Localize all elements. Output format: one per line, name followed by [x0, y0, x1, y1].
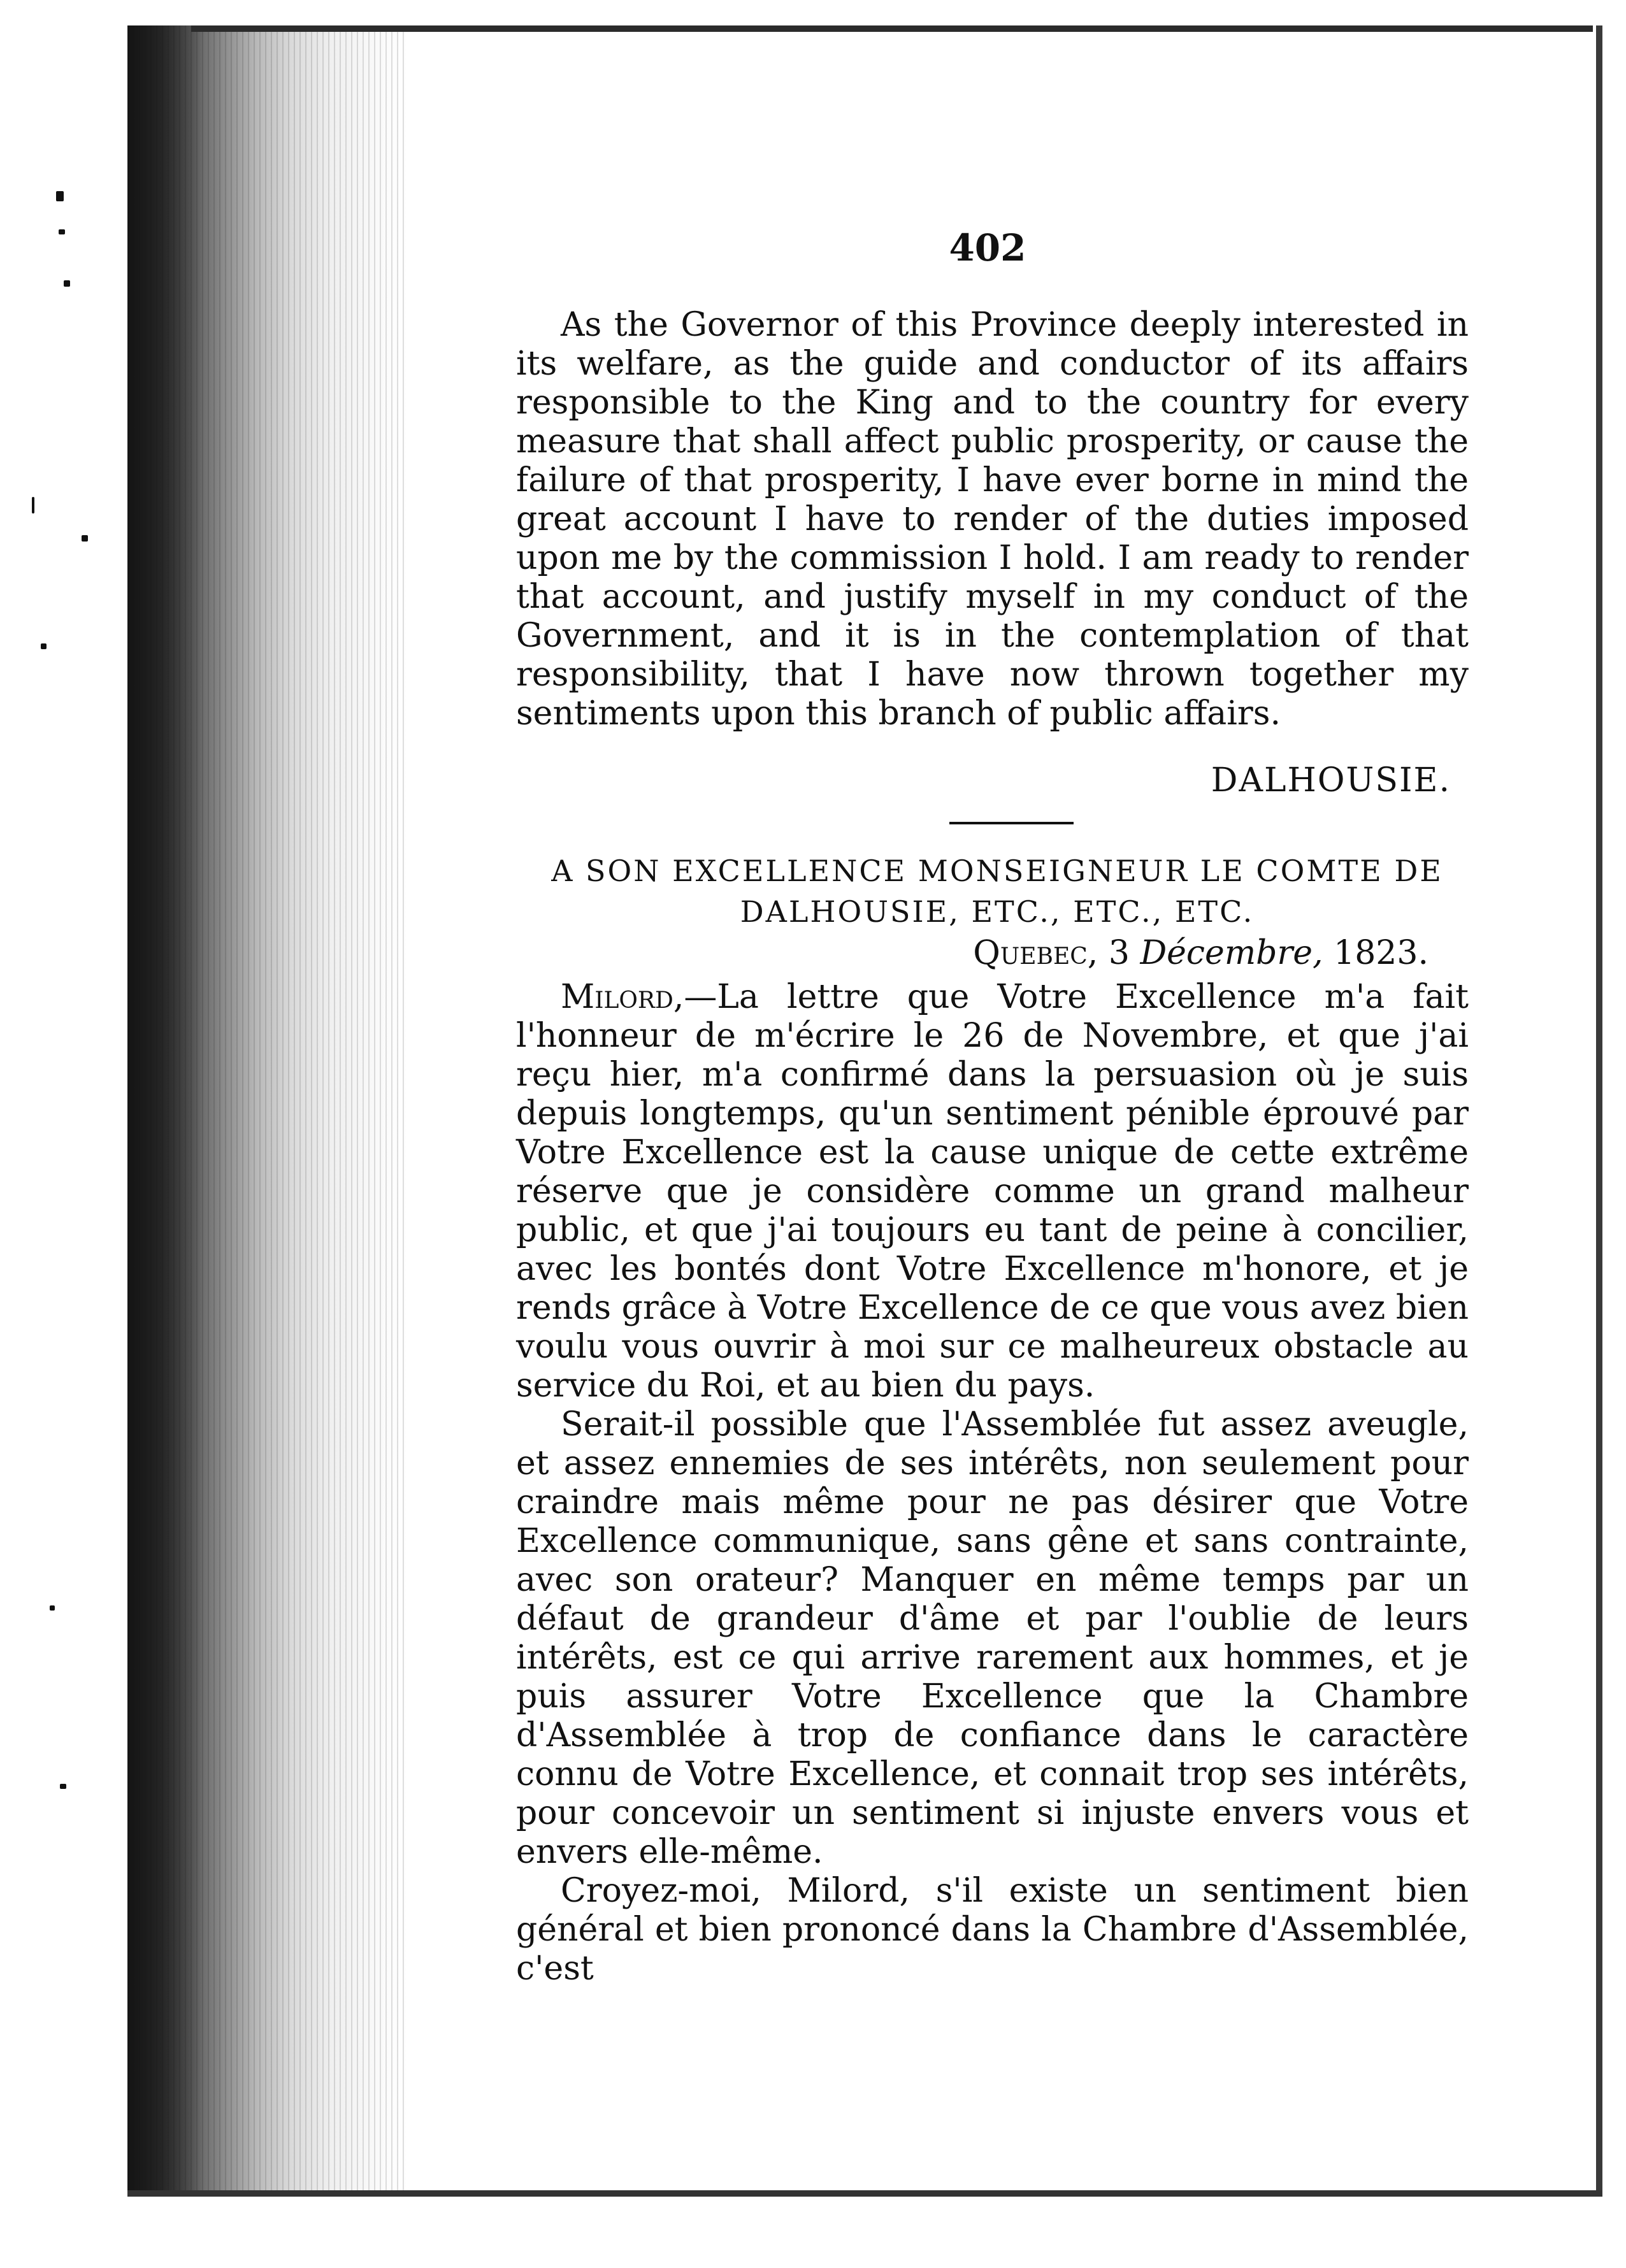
spine-shadow	[127, 25, 204, 2192]
dateline-year: 1823.	[1334, 934, 1428, 972]
signature: DALHOUSIE.	[1211, 761, 1451, 800]
dateline-place: Quebec,	[973, 934, 1098, 972]
salutation: Milord,	[561, 978, 684, 1016]
dateline-month: Décembre,	[1140, 934, 1323, 972]
letter-heading	[529, 850, 1465, 932]
page-right-edge	[1596, 25, 1602, 2192]
letter-french-paragraph-3: Croyez-moi, Milord, s'il existe un sentiment bien général et bien prononcé dans la Chambre d'Assemblée, c'est	[516, 1872, 1469, 1988]
dateline	[973, 934, 1428, 972]
letter-english	[516, 306, 1469, 733]
letter-english-paragraph: As the Governor of this Province deeply interested in its welfare, as the guide and conductor of its affairs responsible to the King and to the country for every measure that shall affect public prosperity, or cause the failure of that prosperity, I have ever borne in mind the great account I have to render of the duties imposed upon me by the commission I hold. I am ready to render that account, and justify myself in my conduct of the Government, and it is in the contemplation of that responsibility, that I have now thrown together my sentiments upon this branch of public affairs.	[516, 306, 1469, 733]
page-bottom-edge	[127, 2190, 1602, 2197]
letter-heading-line-1: A SON EXCELLENCE MONSEIGNEUR LE COMTE DE	[551, 854, 1443, 888]
section-divider	[949, 822, 1074, 824]
letter-french-paragraph-1	[516, 978, 1469, 1405]
dateline-day: 3	[1108, 934, 1130, 972]
letter-french	[516, 978, 1469, 1988]
letter-french-paragraph-2: Serait-il possible que l'Assemblée fut assez aveugle, et assez ennemies de ses intérêts, non seulement pour craindre mais même pour ne pas désirer que Votre Excellence communique, sans gêne et sans contrainte, avec son orateur? Manquer en même temps par un défaut de grandeur d'âme et par l'oublie de leurs intérêts, est ce qui arrive rarement aux hommes, et je puis assurer Votre Excellence que la Chambre d'Assemblée à trop de confiance dans le caractère connu de Votre Excellence, et connait trop ses intérêts, pour concevoir un sentiment si injuste envers vous et envers elle-même.	[516, 1405, 1469, 1871]
page-top-edge	[191, 25, 1593, 32]
letter-heading-line-2: DALHOUSIE, ETC., ETC., ETC.	[740, 894, 1255, 929]
letter-french-paragraph-1-text: —La lettre que Votre Excellence m'a fait l'honneur de m'écrire le 26 de Novembre, et que j'ai reçu hier, m'a confirmé dans la persuasion où je suis depuis longtemps, qu'un sentiment pénible éprouvé par Votre Excellence est la cause unique de cette extrême réserve que je considère comme un grand malheur public, et que j'ai toujours eu tant de peine à concilier, avec les bontés dont Votre Excellence m'honore, et je rends grâce à Votre Excellence de ce que vous avez bien voulu vous ouvrir à moi sur ce malheureux obstacle au service du Roi, et au bien du pays.	[516, 978, 1469, 1405]
page-number: 402	[949, 226, 1026, 269]
